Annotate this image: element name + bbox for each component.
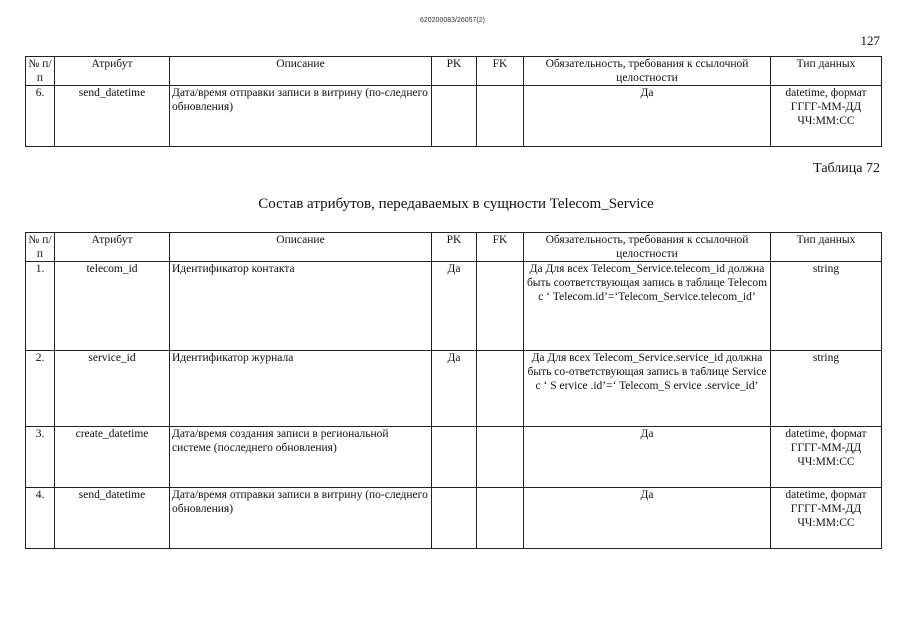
cell-data-type: datetime, формат ГГГГ-ММ-ДД ЧЧ:ММ:СС — [771, 427, 882, 488]
cell-fk — [477, 427, 524, 488]
col-header-requirement: Обязательность, требования к ссылочной целостности — [524, 233, 771, 262]
table-header-row — [26, 233, 882, 262]
col-header-fk: FK — [477, 233, 524, 262]
col-header-pk: PK — [432, 57, 477, 86]
cell-fk — [477, 262, 524, 351]
cell-pk: Да — [432, 262, 477, 351]
col-header-pk: PK — [432, 233, 477, 262]
cell-description: Идентификатор контакта — [170, 262, 432, 351]
table-row — [26, 427, 882, 488]
col-header-data-type: Тип данных — [771, 57, 882, 86]
page-number: 127 — [860, 33, 880, 48]
cell-attribute: create_datetime — [55, 427, 170, 488]
cell-attribute: service_id — [55, 351, 170, 427]
table-row — [26, 351, 882, 427]
col-header-description: Описание — [170, 233, 432, 262]
cell-number: 1. — [26, 262, 55, 351]
cell-data-type: string — [771, 262, 882, 351]
cell-number: 6. — [26, 86, 55, 147]
cell-data-type: datetime, формат ГГГГ-ММ-ДД ЧЧ:ММ:СС — [771, 488, 882, 549]
table-header-row — [26, 57, 882, 86]
cell-number: 4. — [26, 488, 55, 549]
col-header-data-type: Тип данных — [771, 233, 882, 262]
col-header-attribute: Атрибут — [55, 233, 170, 262]
cell-pk: Да — [432, 351, 477, 427]
cell-attribute: telecom_id — [55, 262, 170, 351]
table-row — [26, 86, 882, 147]
col-header-description: Описание — [170, 57, 432, 86]
col-header-attribute: Атрибут — [55, 57, 170, 86]
telecom-service-attribute-table — [25, 232, 882, 549]
cell-fk — [477, 351, 524, 427]
cell-requirement: Да Для всех Telecom_Service.service_id должна быть со-ответствующая запись в таблице Service с ‘ S ervice .id’=‘ Telecom_S ervice .service_id’ — [524, 351, 771, 427]
col-header-number: № п/п — [26, 233, 55, 262]
cell-attribute: send_datetime — [55, 86, 170, 147]
cell-fk — [477, 86, 524, 147]
col-header-requirement: Обязательность, требования к ссылочной целостности — [524, 57, 771, 86]
col-header-fk: FK — [477, 57, 524, 86]
cell-data-type: datetime, формат ГГГГ-ММ-ДД ЧЧ:ММ:СС — [771, 86, 882, 147]
cell-description: Дата/время отправки записи в витрину (по-следнего обновления) — [170, 86, 432, 147]
table-row — [26, 488, 882, 549]
cell-description: Дата/время создания записи в региональной системе (последнего обновления) — [170, 427, 432, 488]
cell-description: Дата/время отправки записи в витрину (по-следнего обновления) — [170, 488, 432, 549]
table-row — [26, 262, 882, 351]
continued-attribute-table — [25, 56, 882, 147]
cell-number: 2. — [26, 351, 55, 427]
cell-number: 3. — [26, 427, 55, 488]
table-title: Состав атрибутов, передаваемых в сущности Telecom_Service — [258, 196, 654, 212]
cell-description: Идентификатор журнала — [170, 351, 432, 427]
cell-pk — [432, 427, 477, 488]
cell-requirement: Да Для всех Telecom_Service.telecom_id должна быть соответствующая запись в таблице Telecom с ‘ Telecom.id’=‘Telecom_Service.telecom_id’ — [524, 262, 771, 351]
cell-data-type: string — [771, 351, 882, 427]
cell-requirement: Да — [524, 427, 771, 488]
table-label: Таблица 72 — [813, 161, 880, 176]
cell-pk — [432, 86, 477, 147]
cell-pk — [432, 488, 477, 549]
cell-attribute: send_datetime — [55, 488, 170, 549]
cell-fk — [477, 488, 524, 549]
document-id: 620200083/26057(2) — [419, 17, 485, 24]
col-header-number: № п/п — [26, 57, 55, 86]
cell-requirement: Да — [524, 488, 771, 549]
cell-requirement: Да — [524, 86, 771, 147]
